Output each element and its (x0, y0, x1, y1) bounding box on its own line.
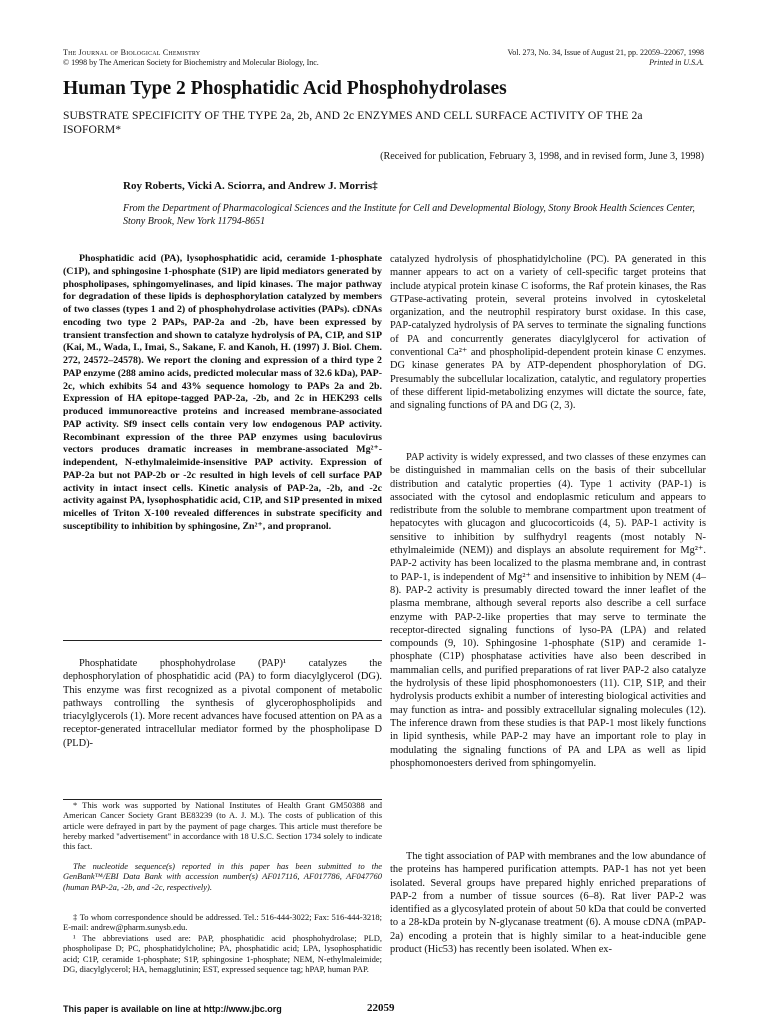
received-dates: (Received for publication, February 3, 1998, and in revised form, June 3, 1998) (380, 151, 704, 162)
footnote-correspondence: ‡ To whom correspondence should be addressed. Tel.: 516-444-3022; Fax: 516-444-3218; E-mail: andrew@pharm.sunysb.edu. (63, 912, 382, 933)
author-affiliation: From the Department of Pharmacological Sciences and the Institute for Cell and Developmental Biology, Stony Brook Health Sciences Center, Stony Brook, New York 11794-8651 (123, 203, 695, 227)
footnote-funding: * This work was supported by National Institutes of Health Grant GM50388 and American Cancer Society Grant BE83239 (to A. J. M.). The costs of publication of this article were defrayed in part by the payment of page charges. This article must therefore be hereby marked "advertisement" in accordance with 18 U.S.C. Section 1734 solely to indicate this fact. (63, 800, 382, 852)
issue-header (507, 48, 704, 68)
body-paragraph: PAP activity is widely expressed, and two classes of these enzymes can be distinguished in mammalian cells on the basis of their subcellular distribution and catalytic properties (4). Type 1 activity (PAP-1) is associated with the cytosol and endoplasmic reticulum and appears to redistribute from the soluble to membrane compartment upon treatment of hepatocytes with glucagon and glucocorticoids (4, 5). PAP-1 activity is sensitive to inhibition by sulfhydryl reagents (most notably N-ethylmaleimide (NEM)) and displays an absolute requirement for Mg²⁺. PAP-2 activity has been localized to the plasma membrane and, in contrast to PAP-1, is independent of Mg²⁺ and insensitive to inhibition by NEM (4–8). PAP-2 activity is presumably directed toward the inner leaflet of the plasma membrane, although several reports also describe a cell surface enzyme with PAP-2-like properties that may serve to terminate the receptor-directed signaling functions of lyso-PA (LPA) and related compounds (9, 10). Sphingosine 1-phosphate (S1P) and ceramide 1-phosphate (C1P) phosphatase activities have also been described in mammalian cells, and purified preparations of rat liver PAP-2 also catalyze the hydrolysis of these lipid phosphomonoesters (11). C1P, S1P, and their hydrolysis products exhibit a number of interesting biological activities and may function as intra- and possibly extracellular signaling molecules (12). The inference drawn from these studies is that PAP-1 most likely functions in lipid synthesis, while PAP-2 may have an important role to play in modulating the signaling functions of PA and LPA as well as lipid phosphomonoesters derived from sphingomyelin. (390, 452, 706, 769)
intro-paragraph: Phosphatidate phosphohydrolase (PAP)¹ catalyzes the dephosphorylation of phosphatidic acid (PA) to form diacylglycerol (DG). This enzyme was first recognized as a pivotal component of metabolic pathways controlling the synthesis of glycerophospholipids and triacylglycerols (1). More recent advances have focused attention on PA as a receptor-generated intracellular mediator formed by the phospholipase D (PLD)- (63, 658, 382, 749)
copyright-line: © 1998 by The American Society for Biochemistry and Molecular Biology, Inc. (63, 58, 319, 67)
printed-location: Printed in U.S.A. (649, 58, 704, 67)
article-title: Human Type 2 Phosphatidic Acid Phosphohydrolases (63, 78, 507, 99)
article-subtitle: SUBSTRATE SPECIFICITY OF THE TYPE 2a, 2b, AND 2c ENZYMES AND CELL SURFACE ACTIVITY OF THE 2a ISOFORM* (63, 109, 643, 136)
footnote-abbreviations: ¹ The abbreviations used are: PAP, phosphatidic acid phosphohydrolase; PLD, phospholipase D; PC, phosphatidylcholine; PA, phosphatidic acid; LPA, lysophosphatidic acid; C1P, ceramide 1-phosphate; S1P, sphingosine 1-phosphate; NEM, N-ethylmaleimide; DG, diacylglycerol; HA, hemagglutinin; EST, expressed sequence tag; hPAP, human PAP. (63, 933, 382, 974)
author-list: Roy Roberts, Vicki A. Sciorra, and Andrew J. Morris‡ (123, 180, 378, 192)
availability-note: This paper is available on line at http://www.jbc.org (63, 1004, 282, 1014)
abstract-divider (63, 640, 382, 641)
abstract: Phosphatidic acid (PA), lysophosphatidic acid, ceramide 1-phosphate (C1P), and sphingosine 1-phosphate (S1P) are lipid mediators generated by phospholipases, sphingomyelinases, and lipid kinases. The major pathway for degradation of these lipids is dephosphorylation catalyzed by members of two classes (types 1 and 2) of phosphohydrolase activities (PAPs). cDNAs encoding two type 2 PAPs, PAP-2a and -2b, have been expressed by transient transfection and shown to catalyze hydrolysis of PA, C1P, and S1P (Kai, M., Wada, I., Imai, S., Sakane, F. and Kanoh, H. (1997) J. Biol. Chem. 272, 24572–24578). We report the cloning and expression of a third type 2 PAP enzyme (288 amino acids, predicted molecular mass of 32.6 kDa), PAP-2c, which exhibits 54 and 43% sequence homology to PAPs 2a and 2b. Expression of HA epitope-tagged PAP-2a, -2b, and 2c in HEK293 cells produced immunoreactive proteins and increased membrane-associated PAP activity. Sf9 insect cells contain very low endogenous PAP activity. Recombinant expression of the three PAP enzymes using baculovirus vectors produces dramatic increases in membrane-associated Mg²⁺-independent, N-ethylmaleimide-insensitive PAP activity. Expression of PAP-2a but not PAP-2b or -2c resulted in high levels of cell surface PAP activity in intact insect cells. Kinetic analysis of PAP-2a, -2b, and -2c activity against PA, lysophosphatidic acid, C1P, and S1P presented in mixed micelles of Triton X-100 revealed differences in substrate specificity and susceptibility to inhibition by sphingosine, Zn²⁺, and propranol. (63, 253, 382, 532)
page-number: 22059 (367, 1002, 395, 1014)
journal-header (63, 48, 319, 68)
body-paragraph: The tight association of PAP with membranes and the low abundance of the proteins has hampered purification attempts. PAP-1 has not yet been isolated. Several groups have prepared highly enriched preparations of PAP-2 from a number of tissue sources (6–8). Rat liver PAP-2 was identified as a glycosylated protein of about 50 kDa that could be converted to a 28-kDa protein by N-glycanase treatment (6). A mouse cDNA (mPAP-2a) encoding a protein that is highly similar to a heat-inducible gene product (Hic53) has recently been isolated. When ex- (390, 851, 706, 956)
footnote-genbank: The nucleotide sequence(s) reported in this paper has been submitted to the GenBank™/EBI Data Bank with accession number(s) AF017116, AF017786, AF047760 (human PAP-2a, -2b, and -2c, respectively). (63, 861, 382, 892)
body-paragraph: catalyzed hydrolysis of phosphatidylcholine (PC). PA generated in this manner appears to act on a variety of cell-specific target proteins that include atypical protein kinase C isoforms, the Raf protein kinases, the Ras GTPase-activating protein, several proteins involved in cytoskeletal organization, and the neutrophil respiratory burst oxidase. In this case, PAP-catalyzed hydrolysis of PA serves to terminate the signaling functions of PA and concurrently generates diacylglycerol for activation of conventional Ca²⁺ and phospholipid-dependent protein kinase C enzymes. DG kinase generates PA by ATP-dependent phosphorylation of DG. Presumably the subcellular localization, catalytic, and regulatory properties of these different lipid-metabolizing enzymes will dictate the source, fate, and signaling functions of PA and DG (2, 3). (390, 254, 706, 412)
volume-info: Vol. 273, No. 34, Issue of August 21, pp. 22059–22067, 1998 (507, 48, 704, 57)
journal-name: The Journal of Biological Chemistry (63, 48, 201, 57)
